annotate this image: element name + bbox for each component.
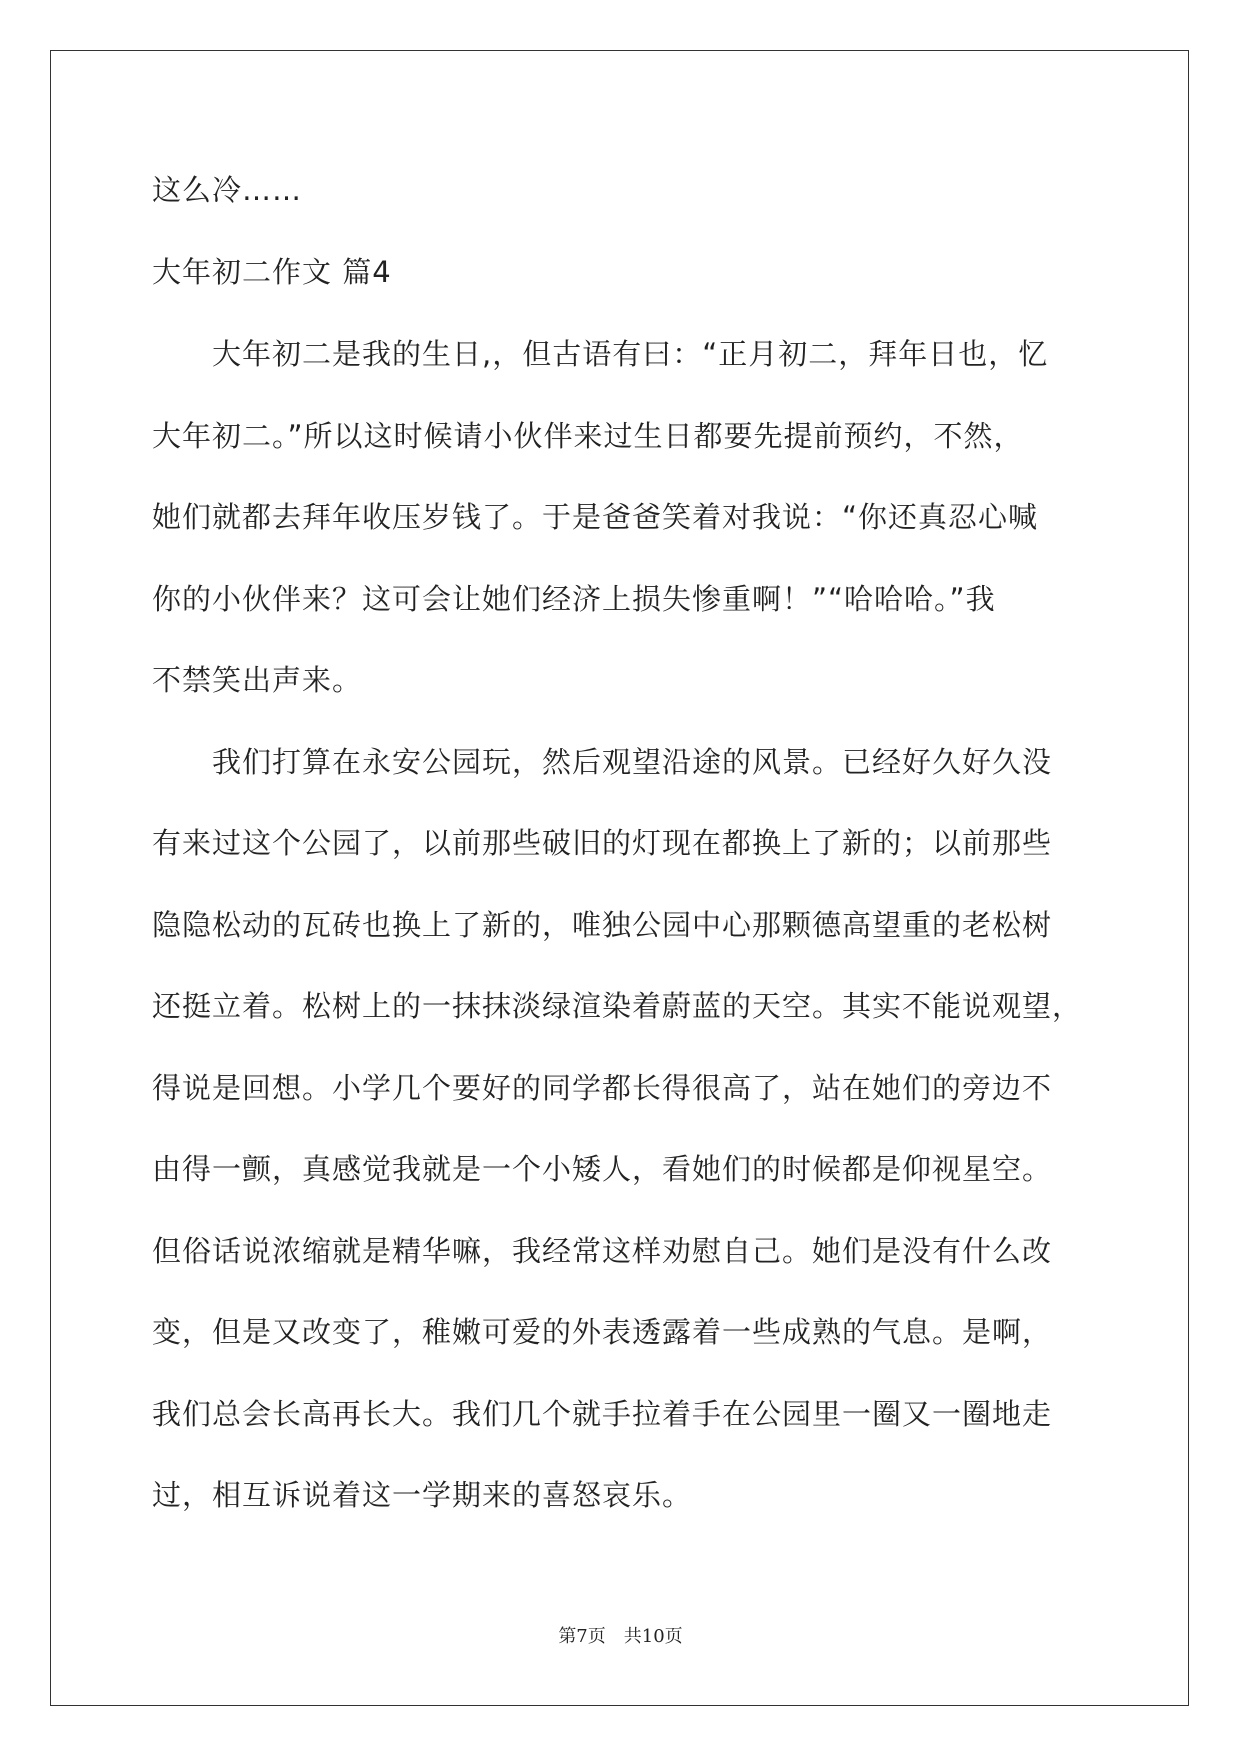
paragraph-2-line-5: 得说是回想。小学几个要好的同学都长得很高了，站在她们的旁边不: [152, 1071, 1053, 1105]
text-line-closing: 这么冷……: [152, 173, 303, 207]
paragraph-2-line-2: 有来过这个公园了，以前那些破旧的灯现在都换上了新的；以前那些: [152, 826, 1053, 860]
page-total: 共10页: [623, 1626, 683, 1647]
page-footer: [0, 1625, 1241, 1649]
paragraph-1-line-1: 大年初二是我的生日,，但古语有曰：“正月初二，拜年日也，忆: [212, 337, 1049, 371]
paragraph-2-line-8: 变，但是又改变了，稚嫩可爱的外表透露着一些成熟的气息。是啊，: [152, 1315, 1053, 1349]
paragraph-2-line-10: 过，相互诉说着这一学期来的喜怒哀乐。: [152, 1478, 693, 1512]
paragraph-1-line-2: 大年初二。”所以这时候请小伙伴来过生日都要先提前预约，不然，: [152, 419, 1024, 453]
page-number: 第7页: [558, 1626, 606, 1647]
paragraph-2-line-6: 由得一颤，真感觉我就是一个小矮人，看她们的时候都是仰视星空。: [152, 1152, 1053, 1186]
paragraph-2-line-3: 隐隐松动的瓦砖也换上了新的，唯独公园中心那颗德高望重的老松树: [152, 908, 1053, 942]
section-heading: 大年初二作文 篇4: [152, 255, 392, 289]
paragraph-2-line-4: 还挺立着。松树上的一抹抹淡绿渲染着蔚蓝的天空。其实不能说观望，: [152, 989, 1083, 1023]
page-frame: [50, 50, 1189, 1706]
paragraph-1-line-3: 她们就都去拜年收压岁钱了。于是爸爸笑着对我说：“你还真忍心喊: [152, 500, 1039, 534]
paragraph-2-line-9: 我们总会长高再长大。我们几个就手拉着手在公园里一圈又一圈地走: [152, 1397, 1053, 1431]
paragraph-1-line-5: 不禁笑出声来。: [152, 663, 363, 697]
paragraph-2-line-1: 我们打算在永安公园玩，然后观望沿途的风景。已经好久好久没: [212, 745, 1053, 779]
paragraph-1-line-4: 你的小伙伴来？这可会让她们经济上损失惨重啊！”“哈哈哈。”我: [152, 582, 996, 616]
paragraph-2-line-7: 但俗话说浓缩就是精华嘛，我经常这样劝慰自己。她们是没有什么改: [152, 1234, 1053, 1268]
